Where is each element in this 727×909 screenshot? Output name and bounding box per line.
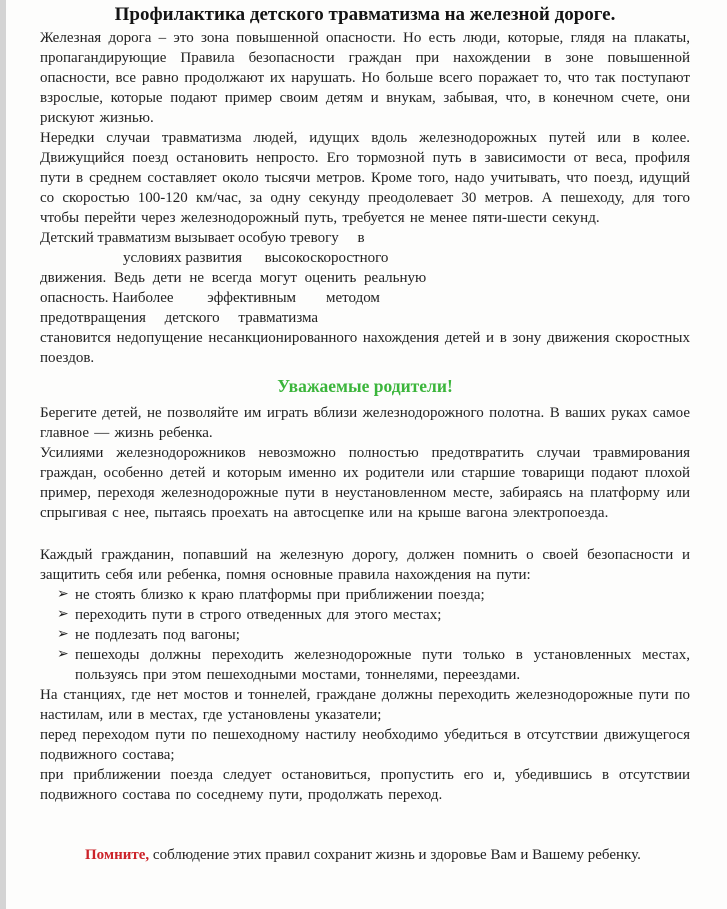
intro-paragraph-2: Нередки случаи травматизма людей, идущих вдоль железнодорожных путей или в колее. Движущийся поезд остановить непросто. Его тормозной путь в зависимости от веса, профиля пути в среднем составляет около тысячи метров. Кроме того, надо учитывать, что поезд, идущий со скоростью 100-120 км/час, за одну секунду преодолевает 30 метров. А пешеходу, для того чтобы перейти через железнодорожный путь, требуется не менее пяти-шести секунд. (40, 130, 690, 226)
list-item (57, 585, 690, 605)
page-title: Профилактика детского травматизма на железной дороге. (114, 4, 616, 25)
rules-after-paragraph-1: На станциях, где нет мостов и тоннелей, граждане должны переходить железнодорожные пути по настилам, или в местах, где установлены указатели; (40, 687, 690, 723)
remember-note (40, 845, 690, 865)
child-trauma-line: Детский травматизм вызывает особую тревогу в (40, 230, 365, 246)
child-trauma-line: опасность. Наиболее эффективным методом (40, 290, 380, 306)
child-trauma-line: условиях развития высокоскоростного (123, 250, 389, 266)
arrow-bullet-icon: ➢ (57, 587, 69, 602)
page-edge-strip (0, 0, 6, 909)
child-trauma-line: движения. Ведь дети не всегда могут оценить реальную (40, 270, 427, 286)
list-item (57, 605, 690, 625)
list-item (57, 625, 690, 645)
arrow-bullet-icon: ➢ (57, 607, 69, 622)
remember-label: Помните, (85, 847, 150, 863)
rules-intro-paragraph: Каждый гражданин, попавший на железную дорогу, должен помнить о своей безопасности и защитить себя или ребенка, помня основные правила нахождения на пути: (40, 547, 690, 583)
parents-heading: Уважаемые родители! (277, 376, 453, 396)
arrow-bullet-icon: ➢ (57, 627, 69, 642)
child-trauma-section (40, 228, 690, 368)
rules-after-paragraph-3: при приближении поезда следует остановиться, пропустить его и, убедившись в отсутствии подвижного состава по соседнему пути, продолжать переход. (40, 767, 690, 803)
parents-paragraph-2: Усилиями железнодорожников невозможно полностью предотвратить случаи травмирования граждан, особенно детей и которым именно их родители или старшие товарищи подают плохой пример, переходя железнодорожные пути в неустановленном месте, забираясь на платформу или спрыгивая с нее, пытаясь проехать на автосцепке или на крыше вагона электропоезда. (40, 445, 690, 521)
child-trauma-line: предотвращения детского травматизма (40, 310, 319, 326)
arrow-bullet-icon: ➢ (57, 647, 69, 662)
bullet-item-text: пешеходы должны переходить железнодорожные пути только в установленных местах, пользуясь при этом пешеходными мостами, тоннелями, переездами. (75, 647, 690, 683)
remember-text: соблюдение этих правил сохранит жизнь и здоровье Вам и Вашему ребенку. (149, 847, 641, 863)
bullet-item-text: не стоять близко к краю платформы при приближении поезда; (75, 587, 485, 603)
rules-after-paragraph-2: перед переходом пути по пешеходному настилу необходимо убедиться в отсутствии движущегося подвижного состава; (40, 727, 690, 763)
rules-bullet-list (40, 585, 690, 685)
list-item (57, 645, 690, 685)
child-trauma-tail: становится недопущение несанкционированного нахождения детей и в зону движения скоростных поездов. (40, 330, 690, 366)
intro-paragraph-1: Железная дорога – это зона повышенной опасности. Но есть люди, которые, глядя на плакаты, пропагандирующие Правила безопасности граждан при нахождении в зоне повышенной опасности, все равно продолжают их нарушать. Но больше всего поражает то, что так поступают взрослые, которые подают пример своим детям и внукам, забывая, что, в конечном счете, они рискуют жизнью. (40, 30, 690, 126)
parents-paragraph-1: Берегите детей, не позволяйте им играть вблизи железнодорожного полотна. В ваших руках самое главное — жизнь ребенка. (40, 405, 690, 441)
bullet-item-text: переходить пути в строго отведенных для этого местах; (75, 607, 442, 623)
bullet-item-text: не подлезать под вагоны; (75, 627, 240, 643)
